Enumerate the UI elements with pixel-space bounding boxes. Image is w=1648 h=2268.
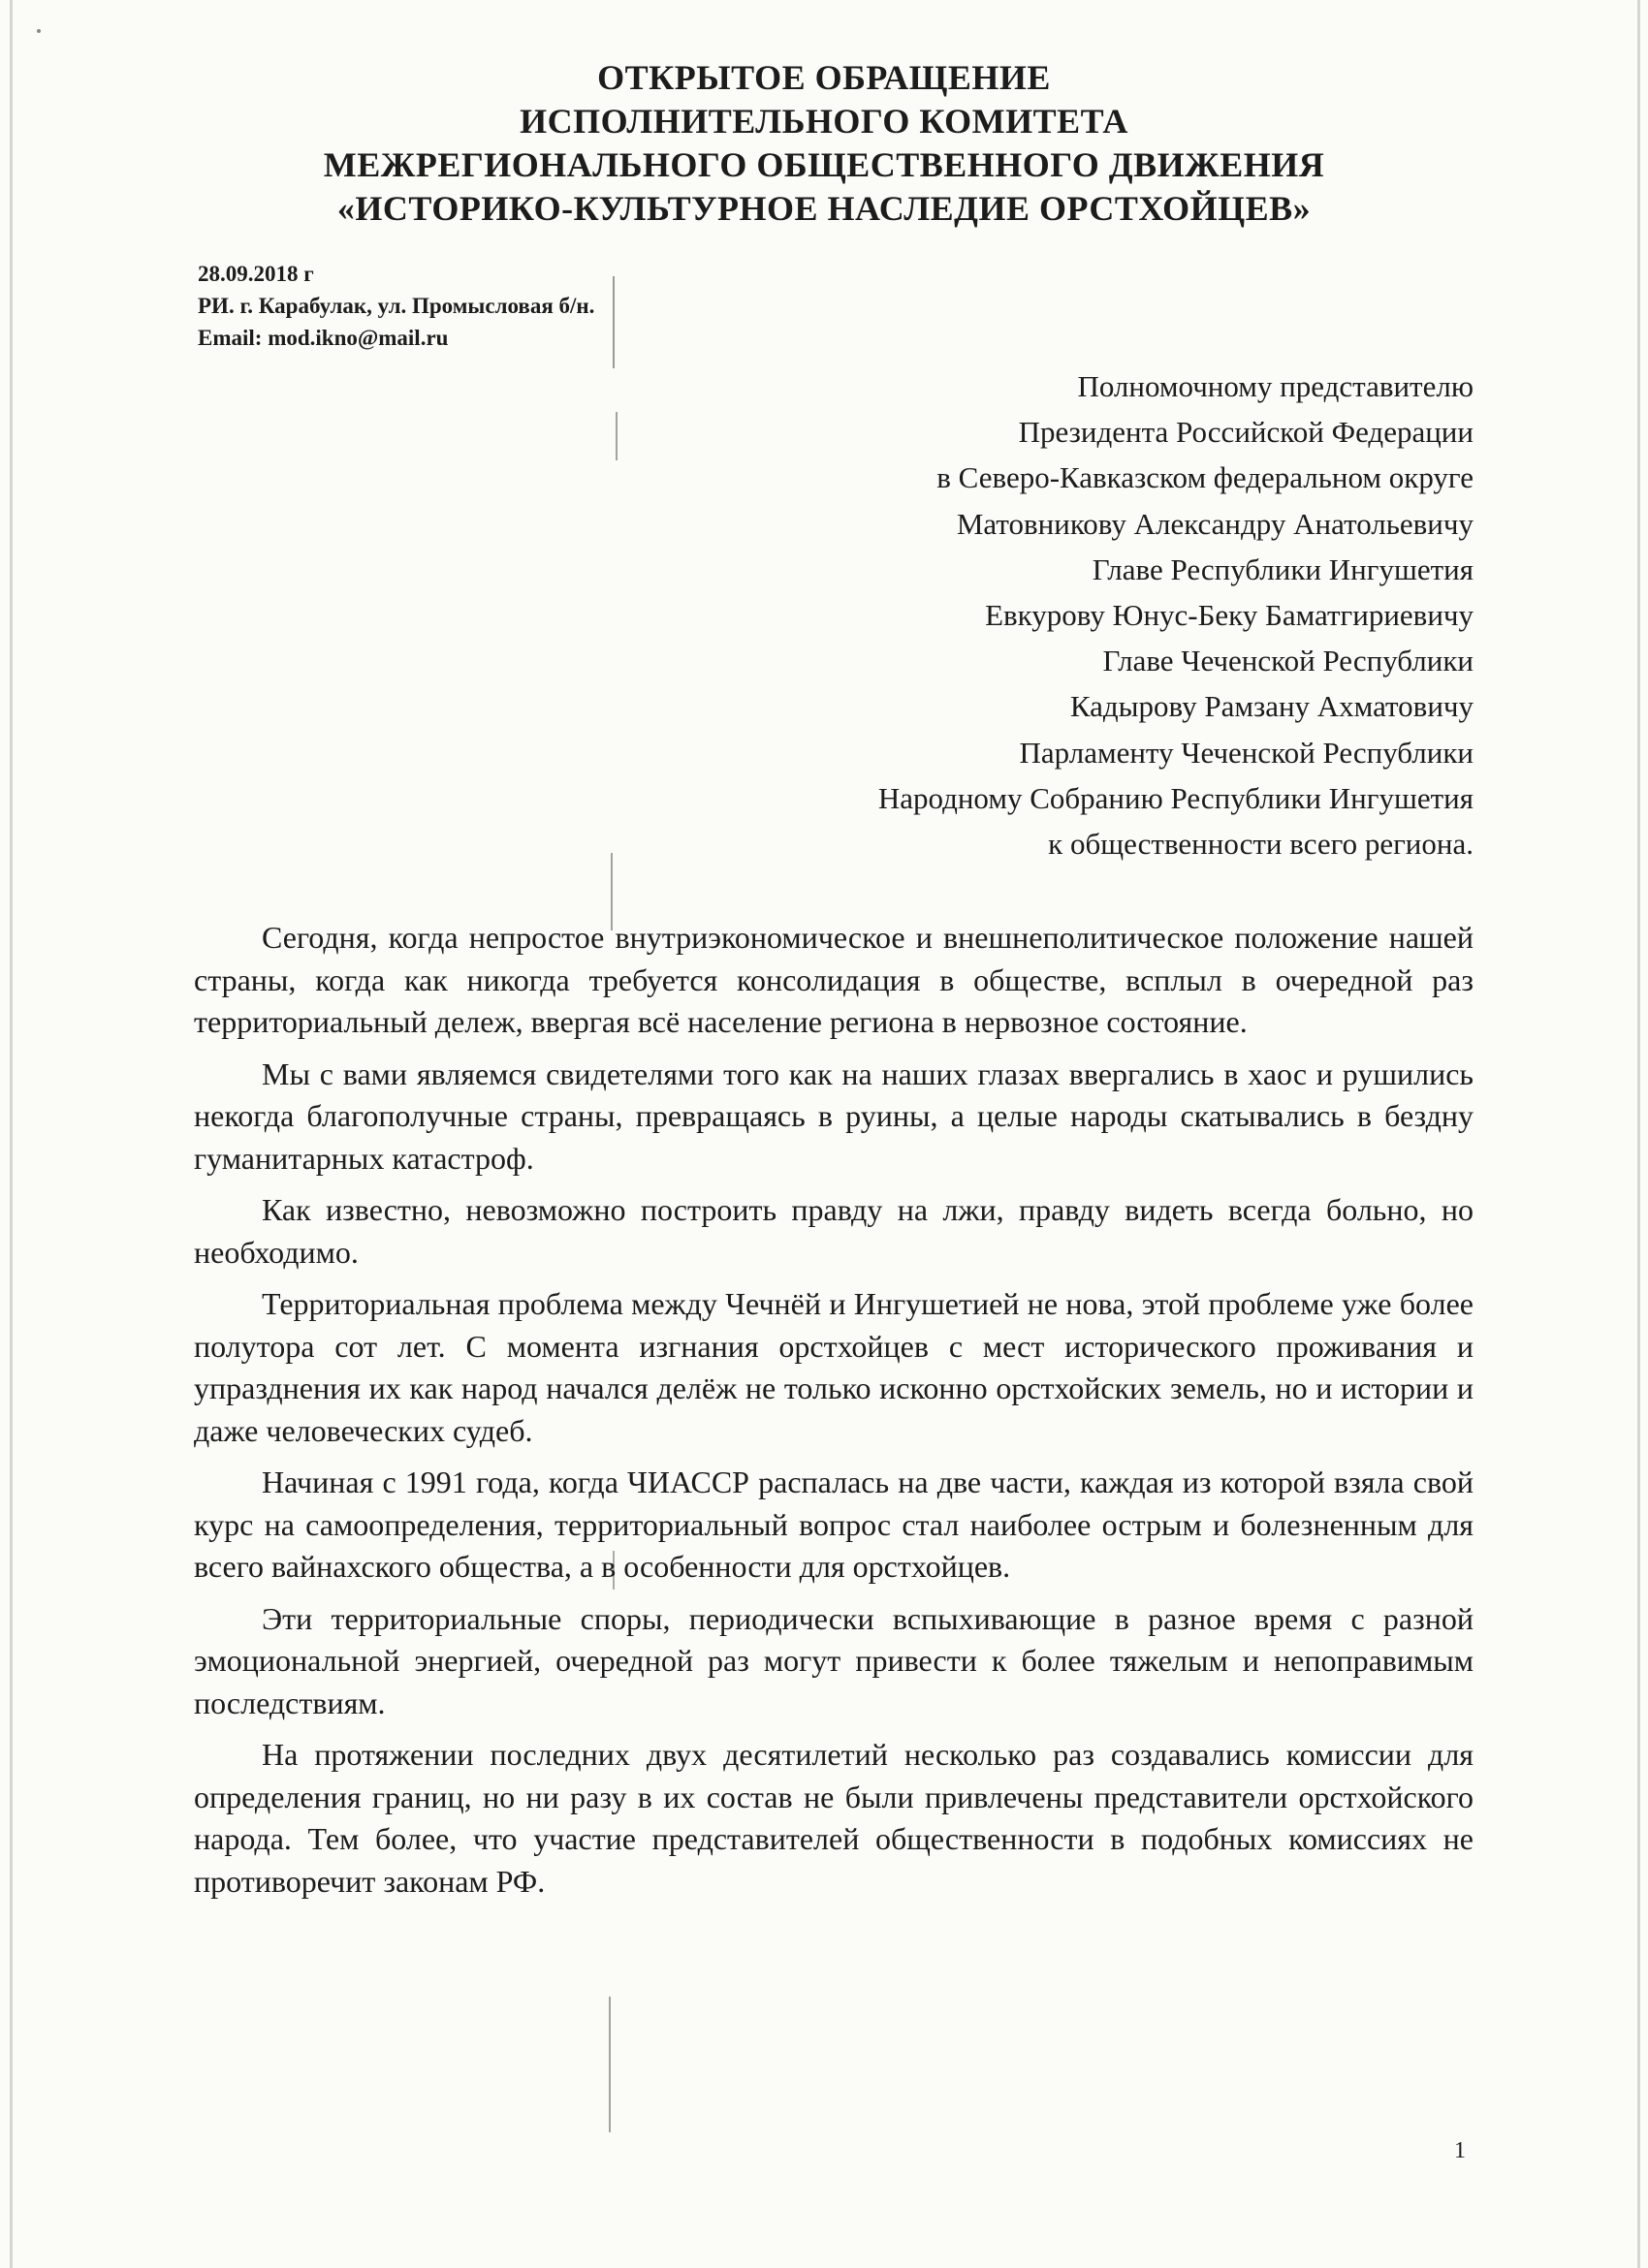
addressee-line: Народному Собранию Республики Ингушетия <box>877 780 1474 815</box>
sender-info <box>198 258 594 354</box>
body-paragraph: Сегодня, когда непростое внутриэкономическое и внешнеполитическое положение нашей страны, когда как никогда требуется консолидация в обществе, всплыл в очередной раз территориальный дележ, ввергая всё население региона в нервозное состояние. <box>194 920 1474 1039</box>
body-paragraph: Начиная с 1991 года, когда ЧИАССР распалась на две части, каждая из которой взяла свой курс на самоопределения, территориальный вопрос стал наиболее острым и болезненным для всего вайнахского общества, а в особенности для орстхойцев. <box>194 1465 1474 1584</box>
addressee-line: Матовникову Александру Анатольевичу <box>956 506 1474 541</box>
addressee-line: Парламенту Чеченской Республики <box>1019 735 1474 770</box>
addressee-line: Главе Республики Ингушетия <box>1092 551 1474 586</box>
heading-line: ОТКРЫТОЕ ОБРАЩЕНИЕ <box>597 58 1051 97</box>
addressee-line: Президента Российской Федерации <box>1018 415 1474 450</box>
page-number: 1 <box>1454 2138 1466 2163</box>
scan-edge-right <box>1637 0 1640 2268</box>
fold-line <box>609 1997 611 2132</box>
body-paragraph: На протяжении последних двух десятилетий несколько раз создавались комиссии для определения границ, но ни разу в их состав не были привлечены представители орстхойского народа. Тем более, что участие представителей общественности в подобных комиссиях не противоречит законам РФ. <box>194 1737 1474 1899</box>
body-paragraph: Территориальная проблема между Чечнёй и Ингушетией не нова, этой проблеме уже более полутора сот лет. С момента изгнания орстхойцев с мест исторического проживания и упразднения их как народ начался делёж не только исконно орстхойских земель, но и истории и даже человеческих судеб. <box>194 1286 1474 1448</box>
letter-body <box>194 917 1474 1912</box>
addressee-block <box>504 363 1474 866</box>
addressee-line: Главе Чеченской Республики <box>1102 644 1474 678</box>
body-paragraph: Как известно, невозможно построить правду на лжи, правду видеть всегда больно, но необходимо. <box>194 1192 1474 1270</box>
document-heading <box>242 56 1406 231</box>
scan-edge-left <box>10 0 13 2268</box>
sender-address: РИ. г. Карабулак, ул. Промысловая б/н. <box>198 294 595 318</box>
heading-line: «ИСТОРИКО-КУЛЬТУРНОЕ НАСЛЕДИЕ ОРСТХОЙЦЕВ» <box>336 189 1312 228</box>
document-date: 28.09.2018 г <box>198 262 314 286</box>
addressee-line: Кадырову Рамзану Ахматовичу <box>1069 689 1474 724</box>
fold-line <box>613 276 615 368</box>
body-paragraph: Мы с вами являемся свидетелями того как на наших глазах ввергались в хаос и рушились некогда благополучные страны, превращаясь в руины, а целые народы скатывались в бездну гуманитарных катастроф. <box>194 1055 1474 1176</box>
addressee-line: в Северо-Кавказском федеральном округе <box>936 460 1474 495</box>
addressee-line: Полномочному представителю <box>1077 369 1474 403</box>
heading-line: ИСПОЛНИТЕЛЬНОГО КОМИТЕТА <box>520 102 1128 141</box>
addressee-line: к общественности всего региона. <box>1048 827 1474 862</box>
addressee-line: Евкурову Юнус-Беку Баматгириевичу <box>985 598 1474 633</box>
scan-speck <box>37 29 41 33</box>
body-paragraph: Эти территориальные споры, периодически вспыхивающие в разное время с разной эмоциональной энергией, очередной раз могут привести к более тяжелым и непоправимым последствиям. <box>194 1600 1474 1720</box>
heading-line: МЕЖРЕГИОНАЛЬНОГО ОБЩЕСТВЕННОГО ДВИЖЕНИЯ <box>323 145 1325 184</box>
sender-email: Email: mod.ikno@mail.ru <box>198 326 449 350</box>
